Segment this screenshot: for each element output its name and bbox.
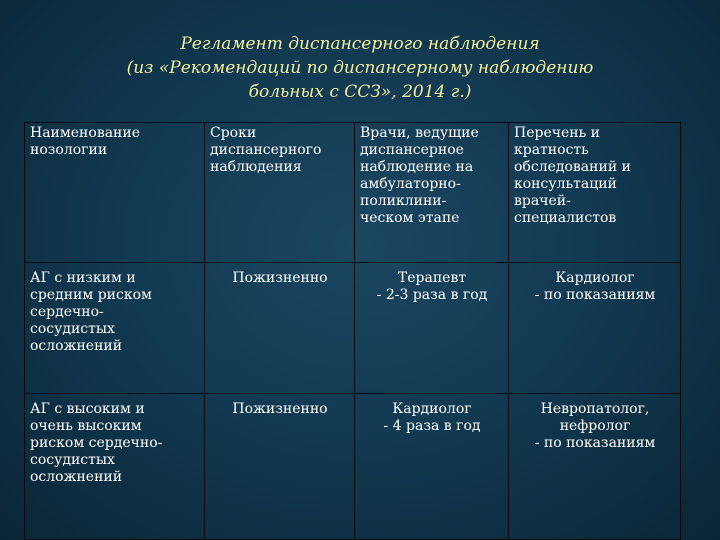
cell-exams (509, 394, 681, 540)
slide-title (60, 32, 660, 104)
title-line-1: Регламент диспансерного наблюдения (180, 34, 540, 54)
cell-doctors (355, 394, 509, 540)
cell-nosology-text: АГ с высоким и очень высоким риском сердечно- сосудистых осложнений (30, 401, 163, 485)
header-exams-text: Перечень и кратность обследований и консультаций врачей- специалистов (514, 125, 631, 226)
cell-term-text: Пожизненно (232, 401, 328, 417)
header-exams (509, 123, 681, 263)
cell-exams-text: Невропатолог, нефролог - по показаниям (534, 401, 656, 451)
table-row (25, 394, 681, 540)
title-line-2: (из «Рекомендаций по диспансерному наблюдению (126, 58, 594, 78)
cell-term (205, 263, 355, 394)
cell-term-text: Пожизненно (232, 270, 328, 286)
header-nosology (25, 123, 205, 263)
cell-doctors-text: Терапевт - 2-3 раза в год (376, 270, 488, 303)
regulation-table (24, 122, 681, 540)
title-line-3: больных с ССЗ», 2014 г.) (248, 82, 472, 102)
table-header-row (25, 123, 681, 263)
cell-nosology (25, 263, 205, 394)
cell-term (205, 394, 355, 540)
cell-nosology-text: АГ с низким и средним риском сердечно- сосудистых осложнений (30, 270, 152, 354)
header-doctors-text: Врачи, ведущие диспансерное наблюдение на амбулаторно- поликлини- ческом этапе (360, 125, 479, 226)
table-row (25, 263, 681, 394)
cell-doctors (355, 263, 509, 394)
header-nosology-text: Наименование нозологии (30, 125, 140, 158)
cell-exams (509, 263, 681, 394)
cell-nosology (25, 394, 205, 540)
header-term (205, 123, 355, 263)
cell-doctors-text: Кардиолог - 4 раза в год (383, 401, 481, 434)
header-term-text: Сроки диспансерного наблюдения (210, 125, 322, 175)
header-doctors (355, 123, 509, 263)
cell-exams-text: Кардиолог - по показаниям (534, 270, 656, 303)
